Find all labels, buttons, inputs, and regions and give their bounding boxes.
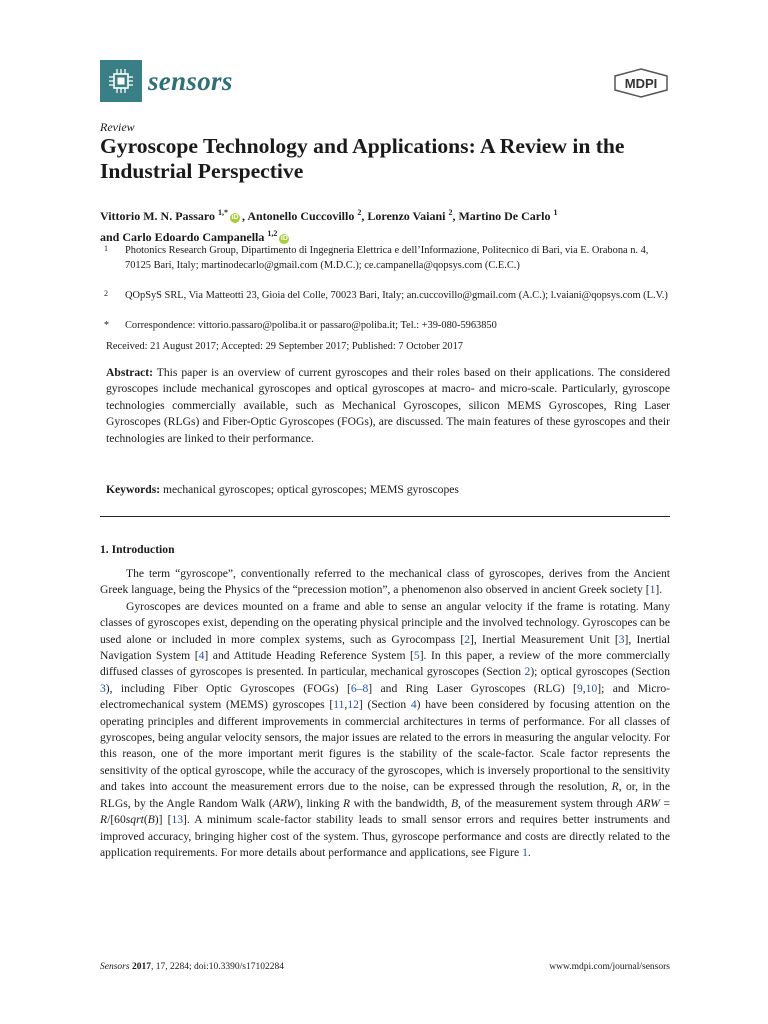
author-separator: , — [241, 209, 248, 223]
text-run: ]. — [655, 583, 663, 597]
article-type: Review — [100, 120, 135, 134]
text-run: , or, in the RLGs, by the Angle Random Walk ( — [100, 780, 670, 810]
author-name[interactable]: Antonello Cuccovillo — [247, 209, 358, 223]
text-run: ( — [143, 813, 148, 827]
author-separator: , — [452, 209, 459, 223]
author-affiliation-mark: 1,* — [217, 208, 228, 217]
author-affiliation-mark: 1,2 — [267, 229, 278, 238]
reference-link[interactable]: 5 — [413, 649, 420, 663]
footer-doi: , 17, 2284; doi:10.3390/s17102284 — [150, 962, 284, 972]
text-run: with the bandwidth, — [350, 796, 451, 810]
footer-journal: Sensors — [100, 962, 130, 972]
section-divider — [100, 516, 670, 517]
mdpi-logo — [613, 68, 669, 103]
math-symbol: R — [342, 796, 351, 810]
paper-title: Gyroscope Technology and Applications: A Review in the Industrial Perspective — [100, 134, 625, 183]
text-run: ) have been considered by focusing attention on the operating principles and different improvements in commercial architectures in terms of performance. For all classes of gyroscopes, being angular velocity sensors, the major issues are related to the errors in measuring the angular velocity. For this reason, one of the more important merit figures is the stability of the scale-factor. Scale factor represents the sensitivity of the optical gyroscope, while the accuracy of the gyroscopes, which is inversely proportional to the sensitivity and takes into account the measurement errors due to the noise, can be expressed through the resolution, — [100, 698, 670, 794]
math-symbol: ARW — [636, 796, 660, 810]
reference-link[interactable]: 10 — [585, 681, 598, 695]
text-run: /[60 — [107, 813, 126, 827]
publication-dates: Received: 21 August 2017; Accepted: 29 September 2017; Published: 7 October 2017 — [106, 341, 463, 352]
keywords-label: Keywords: — [106, 483, 161, 496]
orcid-icon[interactable]: iD — [280, 235, 288, 242]
reference-link[interactable]: 4 — [198, 649, 205, 663]
affiliation-text: Photonics Research Group, Dipartimento di Ingegneria Elettrica e dell’Informazione, Politecnico di Bari, via E. Orabona n. 4, 70125 Bari, Italy; martinodecarlo@gmail.com (M.D.C.); ce.campanella@qopsys.com (C.E.C.) — [125, 245, 649, 271]
text-run: ] and Ring Laser Gyroscopes (RLG) [ — [368, 681, 577, 695]
author-list — [100, 204, 680, 246]
author-conjunction: and — [100, 230, 123, 244]
text-run: ] and Attitude Heading Reference System [ — [204, 649, 414, 663]
reference-link[interactable]: 9 — [576, 681, 583, 695]
text-run: ] (Section — [358, 698, 411, 712]
affiliation-text: QOpSyS SRL, Via Matteotti 23, Gioia del Colle, 70023 Bari, Italy; an.cuccovillo@gmail.com (A.C.); l.vaiani@qopsys.com (L.V.) — [125, 290, 668, 301]
reference-link[interactable]: 11 — [333, 698, 345, 712]
text-run: ], Inertial Navigation System [ — [100, 632, 670, 663]
reference-link[interactable]: 13 — [171, 813, 184, 827]
text-run: ]; and Micro-electromechanical system (MEMS) gyroscopes [ — [100, 681, 671, 712]
text-run: ]. In this paper, a review of the more commercially diffused classes of gyroscopes is presented. In particular, mechanical gyroscopes (Section — [100, 649, 670, 679]
author-name[interactable]: Martino De Carlo — [458, 209, 554, 223]
reference-link[interactable]: 4 — [410, 698, 417, 712]
math-symbol: R — [611, 780, 619, 794]
affiliation-mark: * — [104, 320, 109, 331]
reference-link[interactable]: 6–8 — [350, 681, 369, 695]
chip-icon — [100, 60, 142, 102]
footer-citation — [100, 962, 284, 972]
text-run: ), linking — [296, 796, 343, 810]
abstract-text: This paper is an overview of current gyroscopes and their roles based on their applications. The considered gyroscopes include mechanical gyroscopes and optical gyroscopes at macro- and micro-scale. Particularly, gyroscope technologies commercially available, such as Mechanical Gyroscopes, silicon MEMS Gyroscopes, Ring Laser Gyroscopes (RLGs) and Fiber-Optic Gyroscopes (FOGs), are discussed. The main features of these gyroscopes and their technologies are linked to their performance. — [106, 366, 670, 445]
affiliation-item — [100, 288, 670, 303]
affiliation-mark: 2 — [104, 289, 108, 298]
text-run: , — [344, 698, 348, 712]
journal-name: sensors — [148, 65, 233, 96]
footer-url[interactable]: www.mdpi.com/journal/sensors — [549, 962, 670, 972]
keywords-text: mechanical gyroscopes; optical gyroscopes; MEMS gyroscopes — [163, 483, 459, 496]
orcid-icon[interactable]: iD — [231, 214, 239, 221]
reference-link[interactable]: 2 — [524, 665, 531, 679]
affiliation-item — [100, 318, 670, 333]
section-heading: 1. Introduction — [100, 543, 175, 556]
reference-link[interactable]: 3 — [618, 632, 625, 646]
affiliation-item — [100, 243, 670, 273]
paragraph — [100, 566, 670, 599]
text-run: , — [582, 681, 586, 695]
reference-link[interactable]: 3 — [100, 681, 106, 695]
math-symbol: R — [100, 813, 108, 827]
text-run: ], Inertial Measurement Unit [ — [470, 632, 619, 646]
text-run: )] [ — [154, 813, 172, 827]
math-symbol: B — [147, 813, 155, 827]
text-run: . — [527, 845, 531, 859]
keywords — [106, 483, 670, 496]
footer-year: 2017 — [131, 962, 151, 972]
author-separator: , — [361, 209, 368, 223]
author-name[interactable]: Vittorio M. N. Passaro — [100, 209, 218, 223]
reference-link[interactable]: 12 — [347, 698, 359, 712]
section-body — [100, 566, 670, 861]
affiliation-text: Correspondence: vittorio.passaro@poliba.it or passaro@poliba.it; Tel.: +39-080-5963850 — [125, 320, 497, 331]
text-run: Gyroscopes are devices mounted on a frame and able to sense an angular velocity if the frame is rotating. Many classes of gyroscopes exist, depending on the operating physical principle and the involved technology. Gyroscopes can be used alone or included in more complex systems, such as Gyrocompass [ — [100, 599, 670, 646]
text-run: The term “gyroscope”, conventionally referred to the mechanical class of gyroscopes, derives from the Ancient Greek language, being the Physics of the “precession motion”, a phenomenon also observed in ancient Greek society [ — [100, 567, 670, 597]
reference-link[interactable]: 2 — [464, 632, 471, 646]
text-run: ), including Fiber Optic Gyroscopes (FOGs) [ — [105, 681, 351, 695]
math-symbol: B — [450, 796, 459, 810]
text-run: = — [659, 796, 670, 810]
author-affiliation-mark: 1 — [553, 208, 558, 217]
author-affiliation-mark: 2 — [357, 208, 362, 217]
journal-logo — [100, 60, 233, 102]
text-run: , of the measurement system through — [458, 796, 637, 810]
author-name[interactable]: Carlo Edoardo Campanella — [122, 230, 268, 244]
author-name[interactable]: Lorenzo Vaiani — [367, 209, 449, 223]
text-run: ); optical gyroscopes (Section — [530, 665, 670, 679]
text-run: ]. A minimum scale-factor stability leads to small sensor errors and requires better instruments and improved accuracy, bringing higher cost of the system. Thus, gyroscope performance and costs are directly related to the application requirements. For more details about performance and applications, see Figure — [100, 813, 671, 859]
author-affiliation-mark: 2 — [448, 208, 453, 217]
paragraph — [100, 599, 670, 862]
abstract-label: Abstract: — [106, 366, 154, 379]
abstract — [106, 365, 670, 447]
math-symbol: ARW — [272, 796, 297, 810]
affiliation-mark: 1 — [104, 244, 108, 253]
publisher-name: MDPI — [624, 76, 658, 91]
reference-link[interactable]: 1 — [522, 845, 528, 859]
math-symbol: sqrt — [125, 813, 144, 827]
reference-link[interactable]: 1 — [649, 583, 656, 597]
